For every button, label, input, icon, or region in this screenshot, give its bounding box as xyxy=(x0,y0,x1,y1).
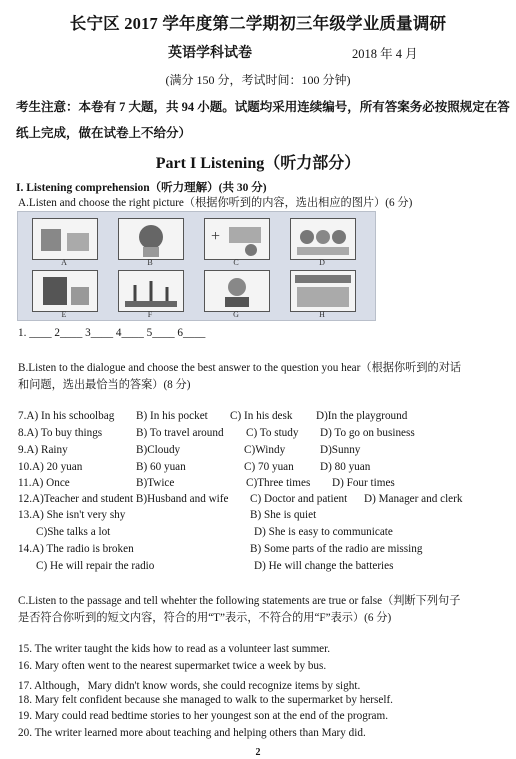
section-a-instruction: A.Listen and choose the right picture（根据你听到的内容，选出相应的图片）(6 分) xyxy=(18,197,413,209)
question-option: C)Windy xyxy=(244,444,286,456)
question-option: D) She is easy to communicate xyxy=(254,526,393,538)
section-b-instruction-1: B.Listen to the dialogue and choose the best answer to the question you hear（根据你听到的对话 xyxy=(18,362,462,374)
question-option: B)Cloudy xyxy=(136,444,181,456)
section-c-instruction-2: 是否符合你听到的短文内容，符合的用“T”表示，不符合的用“F”表示）(6 分) xyxy=(18,612,392,624)
statement: 18. Mary felt confident because she managed to walk to the supermarket by herself. xyxy=(18,694,393,706)
question-option: B) Some parts of the radio are missing xyxy=(250,543,423,555)
picture-d xyxy=(290,218,356,260)
question-option: D)Sunny xyxy=(320,444,361,456)
question-option: 13.A) She isn't very shy xyxy=(18,509,126,521)
picture-h xyxy=(290,270,356,312)
question-option: C) To study xyxy=(246,427,299,439)
question-option: D) 80 yuan xyxy=(320,461,371,473)
picture-a xyxy=(32,218,98,260)
picture-label: H xyxy=(319,310,325,319)
picture-label: D xyxy=(319,258,325,267)
picture-label: B xyxy=(147,258,153,267)
picture-label: F xyxy=(147,310,153,319)
question-option: 8.A) To buy things xyxy=(18,427,103,439)
question-option: D) Four times xyxy=(332,477,395,489)
statement: 17. Although，Mary didn't know words, she could recognize items by sight. xyxy=(18,680,361,692)
question-option: C)She talks a lot xyxy=(36,526,111,538)
question-option: B) In his pocket xyxy=(136,410,208,422)
question-option: 12.A)Teacher and student B)Husband and wife xyxy=(18,493,229,505)
section-c-instruction-1: C.Listen to the passage and tell whehter the following statements are true or false（判断下列句子 xyxy=(18,595,461,607)
picture-label: A xyxy=(61,258,67,267)
question-option: C) 70 yuan xyxy=(244,461,294,473)
question-option: C) Doctor and patient xyxy=(250,493,348,505)
picture-label: G xyxy=(233,310,239,319)
question-option: D) Manager and clerk xyxy=(364,493,463,505)
question-option: D)In the playground xyxy=(316,410,408,422)
statement: 16. Mary often went to the nearest supermarket twice a week by bus. xyxy=(18,660,327,672)
question-option: 9.A) Rainy xyxy=(18,444,68,456)
question-option: C) In his desk xyxy=(230,410,293,422)
question-option: D) He will change the batteries xyxy=(254,560,394,572)
page-number: 2 xyxy=(255,747,261,758)
question-option: B)Twice xyxy=(136,477,175,489)
exam-info: (满分 150 分，考试时间：100 分钟) xyxy=(165,73,351,87)
question-option: D) To go on business xyxy=(320,427,415,439)
picture-c xyxy=(204,218,270,260)
question-option: 7.A) In his schoolbag xyxy=(18,410,115,422)
notice-line-2: 纸上完成，做在试卷上不给分） xyxy=(16,126,192,140)
statement: 19. Mary could read bedtime stories to her youngest son at the end of the program. xyxy=(18,710,389,722)
exam-date: 2018 年 4 月 xyxy=(352,47,418,61)
question-option: B) 60 yuan xyxy=(136,461,186,473)
question-option: 11.A) Once xyxy=(18,477,70,489)
question-option: 10.A) 20 yuan xyxy=(18,461,83,473)
notice-line-1: 考生注意：本卷有 7 大题，共 94 小题。试题均采用连续编号，所有答案务必按照规定在答 xyxy=(16,100,510,114)
picture-b xyxy=(118,218,184,260)
picture-label: C xyxy=(233,258,239,267)
question-option: 14.A) The radio is broken xyxy=(18,543,134,555)
part-title: Part I Listening（听力部分） xyxy=(155,155,361,172)
exam-title: 长宁区 2017 学年度第二学期初三年级学业质量调研 xyxy=(69,14,447,33)
exam-subtitle: 英语学科试卷 xyxy=(168,46,252,61)
picture-e xyxy=(32,270,98,312)
question-option: C)Three times xyxy=(246,477,311,489)
section-heading: I. Listening comprehension（听力理解）(共 30 分) xyxy=(16,182,267,194)
statement: 15. The writer taught the kids how to read as a volunteer last summer. xyxy=(18,643,331,655)
question-option: B) She is quiet xyxy=(250,509,317,521)
picture-label: E xyxy=(61,310,67,319)
question-option: C) He will repair the radio xyxy=(36,560,155,572)
picture-f xyxy=(118,270,184,312)
statement: 20. The writer learned more about teaching and helping others than Mary did. xyxy=(18,727,366,739)
question-option: B) To travel around xyxy=(136,427,224,439)
section-b-instruction-2: 和问题，选出最恰当的答案）(8 分) xyxy=(18,379,191,391)
picture-g xyxy=(204,270,270,312)
answer-blanks: 1. ____ 2____ 3____ 4____ 5____ 6____ xyxy=(18,327,206,339)
svg-text:+: + xyxy=(211,228,221,245)
picture-strip xyxy=(17,211,376,321)
